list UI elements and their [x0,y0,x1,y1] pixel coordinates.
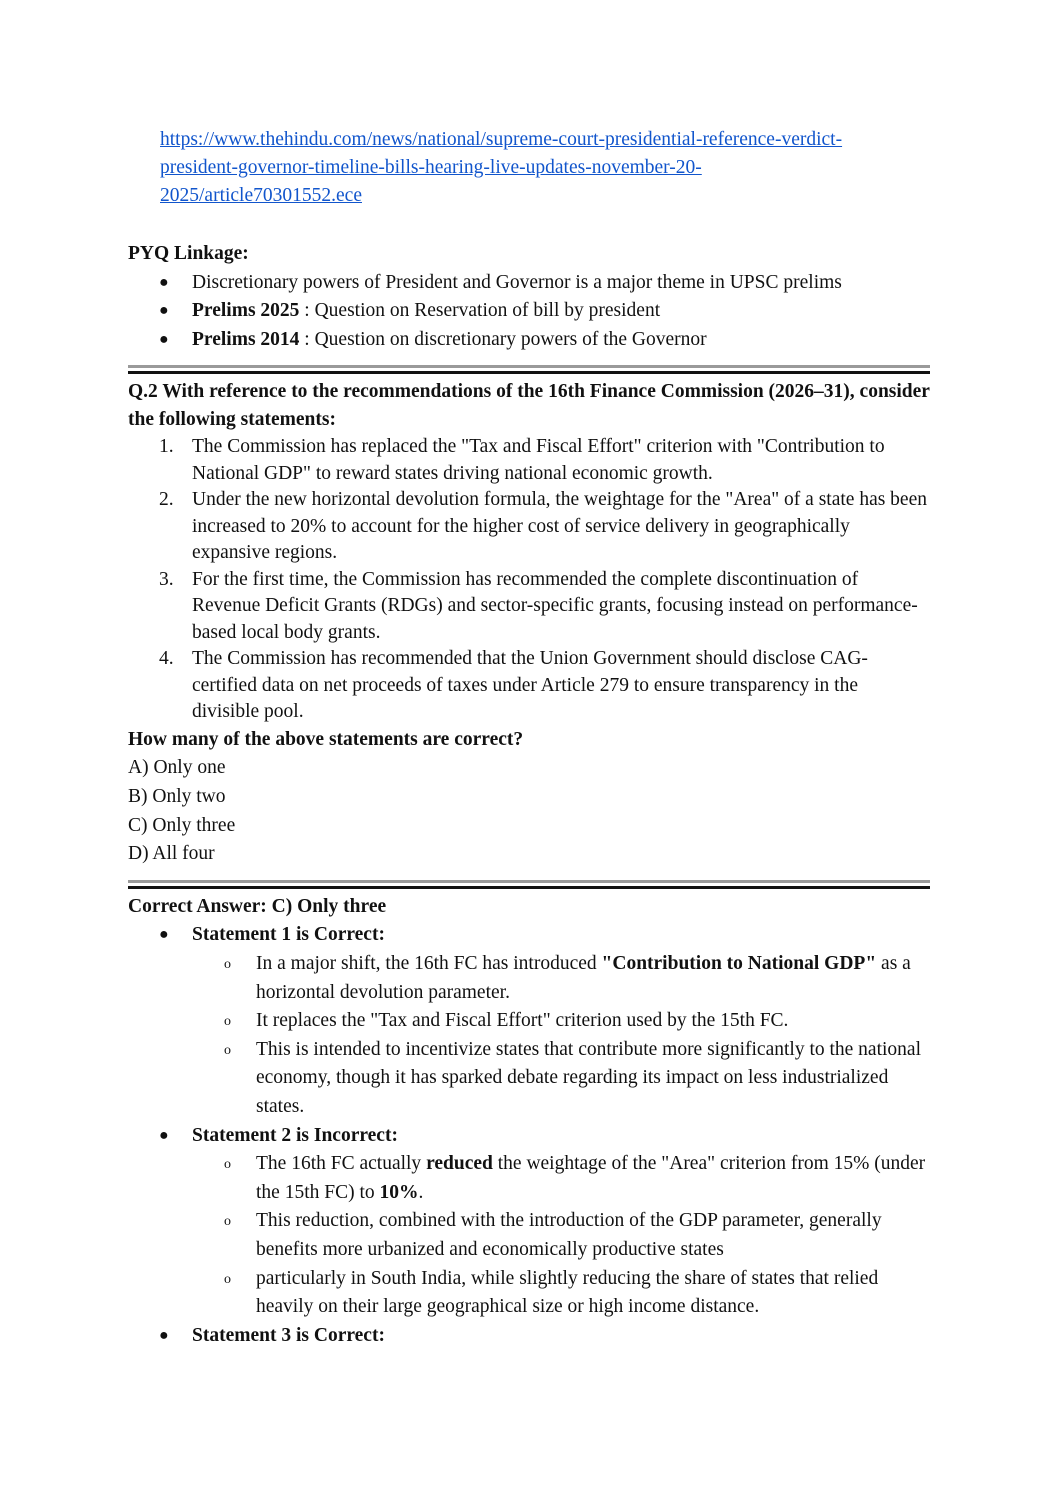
sub-list-item: o particularly in South India, while slightly reducing the share of states that relied heavily on their large geographical size or high income distance. [224,1267,879,1318]
statement-item: 1. The Commission has replaced the "Tax and Fiscal Effort" criterion with "Contribution to National GDP" to reward states driving national economic growth. [159,436,885,484]
sub-list-item: o It replaces the "Tax and Fiscal Effort" criterion used by the 15th FC. [128,1007,930,1036]
option-d: D) All four [128,843,215,865]
article-link-line-2: president-governor-timeline-bills-hearing-live-updates-november-20- [160,157,702,178]
statement-item: 3. For the first time, the Commission has recommended the complete discontinuation of Revenue Deficit Grants (RDGs) and sector-specific grants, focusing instead on performance-based local body grants. [159,568,918,643]
pyq-heading: PYQ Linkage: [128,243,249,264]
sub-list [192,950,930,1122]
sub-list-item: o The 16th FC actually reduced the weightage of the "Area" criterion from 15% (under the 15th FC) to 10%. [224,1153,926,1203]
statement-item: 2. Under the new horizontal devolution formula, the weightage for the "Area" of a state has been increased to 20% to account for the higher cost of service delivery in geographically expansive regions. [159,489,927,564]
bullet-icon: ● [159,926,169,944]
bullet-icon: ● [159,273,169,291]
article-link-line-1: https://www.thehindu.com/news/national/supreme-court-presidential-reference-verdict- [160,129,843,150]
bullet-icon: ● [159,330,169,348]
circle-bullet-icon: o [224,1157,231,1173]
sub-list-item: o This is intended to incentivize states that contribute more significantly to the national economy, though it has sparked debate regarding its impact on less industrialized states. [224,1038,921,1117]
bullet-icon: ● [159,1126,169,1144]
bullet-icon: ● [159,302,169,320]
list-item: ● Statement 2 is Incorrect: o The 16th FC actually reduced the weightage of the "Area" criterion from 15% (under the 15th FC) to 10%. o This reduction, combined with the introduction of the GDP parameter, generally benefits more urbanized and economically productive states o particularly in South India, while slightly reducing the share of states that relied heavily on their large geographical size or high income distance. [128,1122,930,1322]
list-item: ● Statement 3 is Correct: [128,1322,930,1351]
circle-bullet-icon: o [224,1014,231,1030]
bullet-icon: ● [159,1326,169,1344]
option-a: A) Only one [128,757,226,779]
section-divider [128,365,930,374]
question-title: Q.2 With reference to the recommendations of the 16th Finance Commission (2026–31), consider the following statements: [128,381,930,431]
explanation-list [128,921,930,1350]
statement-item: 4. The Commission has recommended that the Union Government should disclose CAG-certified data on net proceeds of taxes under Article 279 to ensure transparency in the divisible pool. [159,648,868,723]
option-b: B) Only two [128,786,226,808]
list-item: ● Discretionary powers of President and Governor is a major theme in UPSC prelims [128,269,930,298]
circle-bullet-icon: o [224,1042,231,1058]
sub-list-item: o This reduction, combined with the introduction of the GDP parameter, generally benefits more urbanized and economically productive states [224,1210,882,1260]
circle-bullet-icon: o [224,1271,231,1287]
sub-list [192,1150,930,1322]
article-link[interactable] [160,126,930,210]
statement-list [128,434,930,726]
option-c: C) Only three [128,814,236,836]
list-item: ● Statement 1 is Correct: o In a major shift, the 16th FC has introduced "Contribution to National GDP" as a horizontal devolution parameter. o It replaces the "Tax and Fiscal Effort" criterion used by the 15th FC. o This is intended to incentivize states that contribute more significantly to the national economy, though it has sparked debate regarding its impact on less industrialized states. [128,921,930,1121]
list-item: ● Prelims 2025 : Question on Reservation of bill by president [128,297,930,326]
circle-bullet-icon: o [224,957,231,973]
answer-heading: Correct Answer: C) Only three [128,895,387,917]
list-item: ● Prelims 2014 : Question on discretionary powers of the Governor [128,326,930,355]
article-link-line-3: 2025/article70301552.ece [160,185,362,206]
question-prompt: How many of the above statements are correct? [128,728,524,750]
circle-bullet-icon: o [224,1214,231,1230]
section-divider [128,880,930,889]
pyq-list [128,269,930,355]
sub-list-item: o In a major shift, the 16th FC has introduced "Contribution to National GDP" as a horizontal devolution parameter. [224,953,911,1003]
page-content [128,126,930,1350]
